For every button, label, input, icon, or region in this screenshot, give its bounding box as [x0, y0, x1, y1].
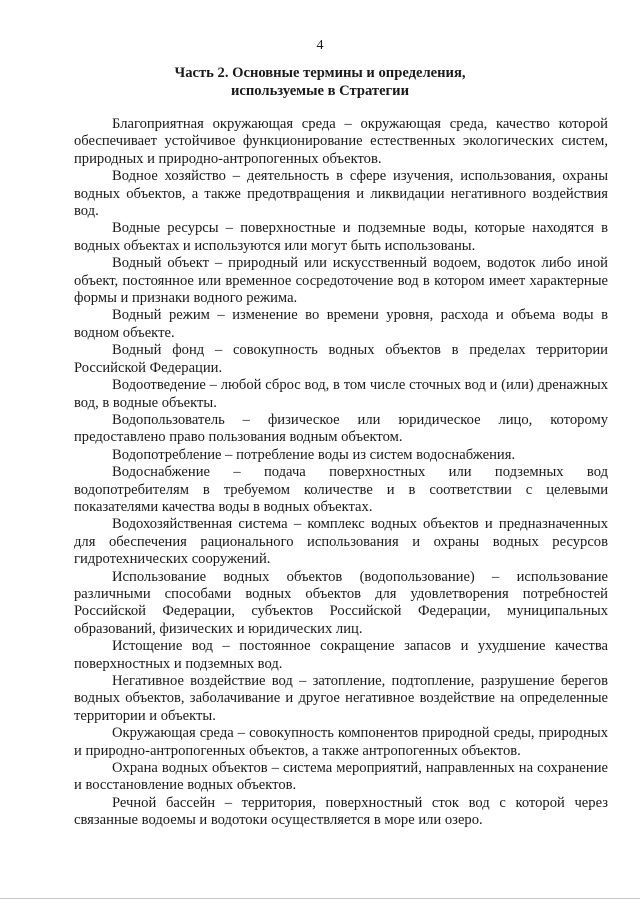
- term-definition: Истощение вод – постоянное сокращение запасов и ухудшение качества поверхностных и подземных вод.: [74, 638, 608, 672]
- section-heading: [0, 64, 640, 100]
- term-definition: Негативное воздействие вод – затопление, подтопление, разрушение берегов водных объектов, заболачивание и другое негативное воздействие на определенные территории и объекты.: [74, 673, 608, 724]
- term-definition: Окружающая среда – совокупность компонентов природной среды, природных и природно-антропогенных объектов, а также антропогенных объектов.: [74, 725, 608, 759]
- term-definition: Водопотребление – потребление воды из систем водоснабжения.: [112, 446, 516, 463]
- term-definition: Водное хозяйство – деятельность в сфере изучения, использования, охраны водных объектов, а также предотвращения и ликвидации негативного воздействия вод.: [74, 168, 608, 220]
- term-definition: Водопользователь – физическое или юридическое лицо, которому предоставлено право пользования водным объектом.: [74, 411, 608, 446]
- term-definition: Водный фонд – совокупность водных объектов в пределах территории Российской Федерации.: [74, 342, 608, 376]
- section-heading-line-2: используемые в Стратегии: [231, 83, 409, 99]
- term-definition: Благоприятная окружающая среда – окружающая среда, качество которой обеспечивает устойчивое функционирование естественных экологических систем, природных и природно-антропогенных объектов.: [74, 116, 608, 167]
- term-definition: Водный режим – изменение во времени уровня, расхода и объема воды в водном объекте.: [74, 307, 608, 341]
- term-definition: Водоснабжение – подача поверхностных или подземных вод водопотребителям в требуемом количестве и в соответствии с целевыми показателями качества воды в водных объектах.: [74, 464, 608, 515]
- term-definition: Охрана водных объектов – система мероприятий, направленных на сохранение и восстановление водных объектов.: [74, 760, 608, 794]
- term-definition: Водохозяйственная система – комплекс водных объектов и предназначенных для обеспечения рационального использования и охраны водных ресурсов гидротехнических сооружений.: [74, 516, 608, 568]
- page-bottom-divider: [0, 898, 640, 899]
- term-definition: Водный объект – природный или искусственный водоем, водоток либо иной объект, постоянное или временное сосредоточение вод в котором имеет характерные формы и признаки водного режима.: [74, 255, 608, 307]
- term-definition: Использование водных объектов (водопользование) – использование различными способами водных объектов для удовлетворения потребностей Российской Федерации, субъектов Российской Федерации, муниципальных образований, физических и юридических лиц.: [74, 568, 608, 637]
- term-definition: Водные ресурсы – поверхностные и подземные воды, которые находятся в водных объектах и используются или могут быть использованы.: [74, 220, 608, 254]
- terms-list: [74, 116, 608, 830]
- term-definition: Речной бассейн – территория, поверхностный сток вод с которой через связанные водоемы и водотоки осуществляется в море или озеро.: [74, 794, 608, 829]
- section-heading-line-1: Часть 2. Основные термины и определения,: [174, 65, 466, 81]
- term-definition: Водоотведение – любой сброс вод, в том числе сточных вод и (или) дренажных вод, в водные объекты.: [74, 377, 608, 411]
- page-number: 4: [316, 38, 324, 53]
